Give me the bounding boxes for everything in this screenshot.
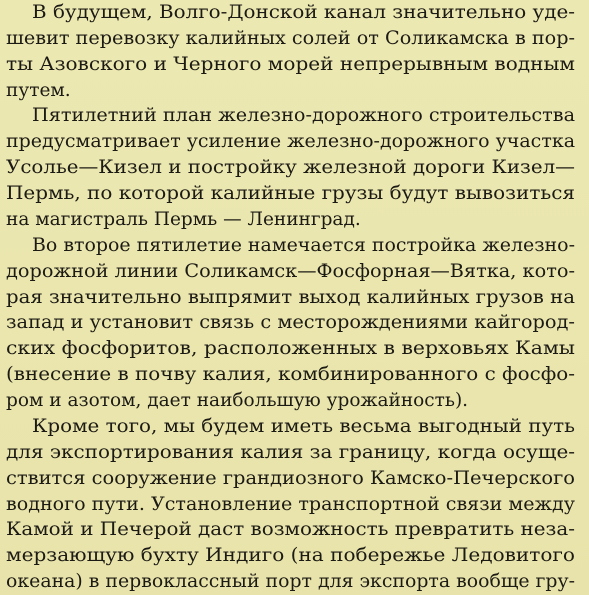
paragraph-1-line-1: В будущем, Волго-Донской канал значительно уде- bbox=[32, 2, 575, 23]
paragraph-4-line-1: Кроме того, мы будем иметь весьма выгодный путь bbox=[32, 415, 576, 437]
paragraph-4-line-6: мерзающую бухту Индиго (на побережье Ледовитого bbox=[6, 545, 575, 567]
paragraph-1-line-3: ты Азовского и Черного морей непрерывным водным bbox=[6, 53, 575, 75]
paragraph-1-line-4: путем. bbox=[6, 79, 71, 101]
paragraph-2-line-5: на магистраль Пермь — Ленинград. bbox=[6, 208, 361, 230]
paragraph-4-line-4: водного пути. Установление транспортной связи между bbox=[6, 493, 575, 515]
paragraph-4-line-3: ствится сооружение грандиозного Камско-Печерского bbox=[6, 467, 576, 489]
paragraph-1-line-2: шевит перевозку калийных солей от Соликамска в пор- bbox=[6, 27, 576, 49]
paragraph-2-line-4: Пермь, по которой калийные грузы будут вывозиться bbox=[6, 183, 576, 205]
paragraph-4-line-7: океана) в первоклассный порт для экспорта вообще гру- bbox=[6, 571, 575, 593]
paragraph-3-line-5: ских фосфоритов, расположенных в верховьях Камы bbox=[6, 338, 575, 360]
paragraph-3-line-6: (внесение в почву калия, комбинированного с фосфо- bbox=[6, 364, 575, 386]
paragraph-3-line-7: ром и азотом, дает наибольшую урожайность). bbox=[6, 390, 469, 412]
paragraph-2-line-1: Пятилетний план железно-дорожного строительства bbox=[32, 105, 576, 127]
paragraph-2-line-3: Усолье—Кизел и постройку железной дороги Кизел— bbox=[6, 157, 575, 179]
paragraph-3-line-4: запад и установит связь с месторождениями кайгород- bbox=[6, 312, 575, 334]
paragraph-2-line-2: предусматривает усиление железно-дорожного участка bbox=[6, 131, 576, 153]
paragraph-4-line-5: Камой и Печерой даст возможность превратить неза- bbox=[6, 519, 575, 541]
paragraph-3-line-2: дорожной линии Соликамск—Фосфорная—Вятка, кото- bbox=[6, 260, 576, 282]
paragraph-3-line-1: Во второе пятилетие намечается постройка железно- bbox=[32, 234, 575, 256]
paragraph-4-line-2: для экспортирования калия за границу, когда осуще- bbox=[6, 441, 575, 463]
paragraph-3-line-3: рая значительно выпрямит выход калийных грузов на bbox=[6, 286, 576, 308]
